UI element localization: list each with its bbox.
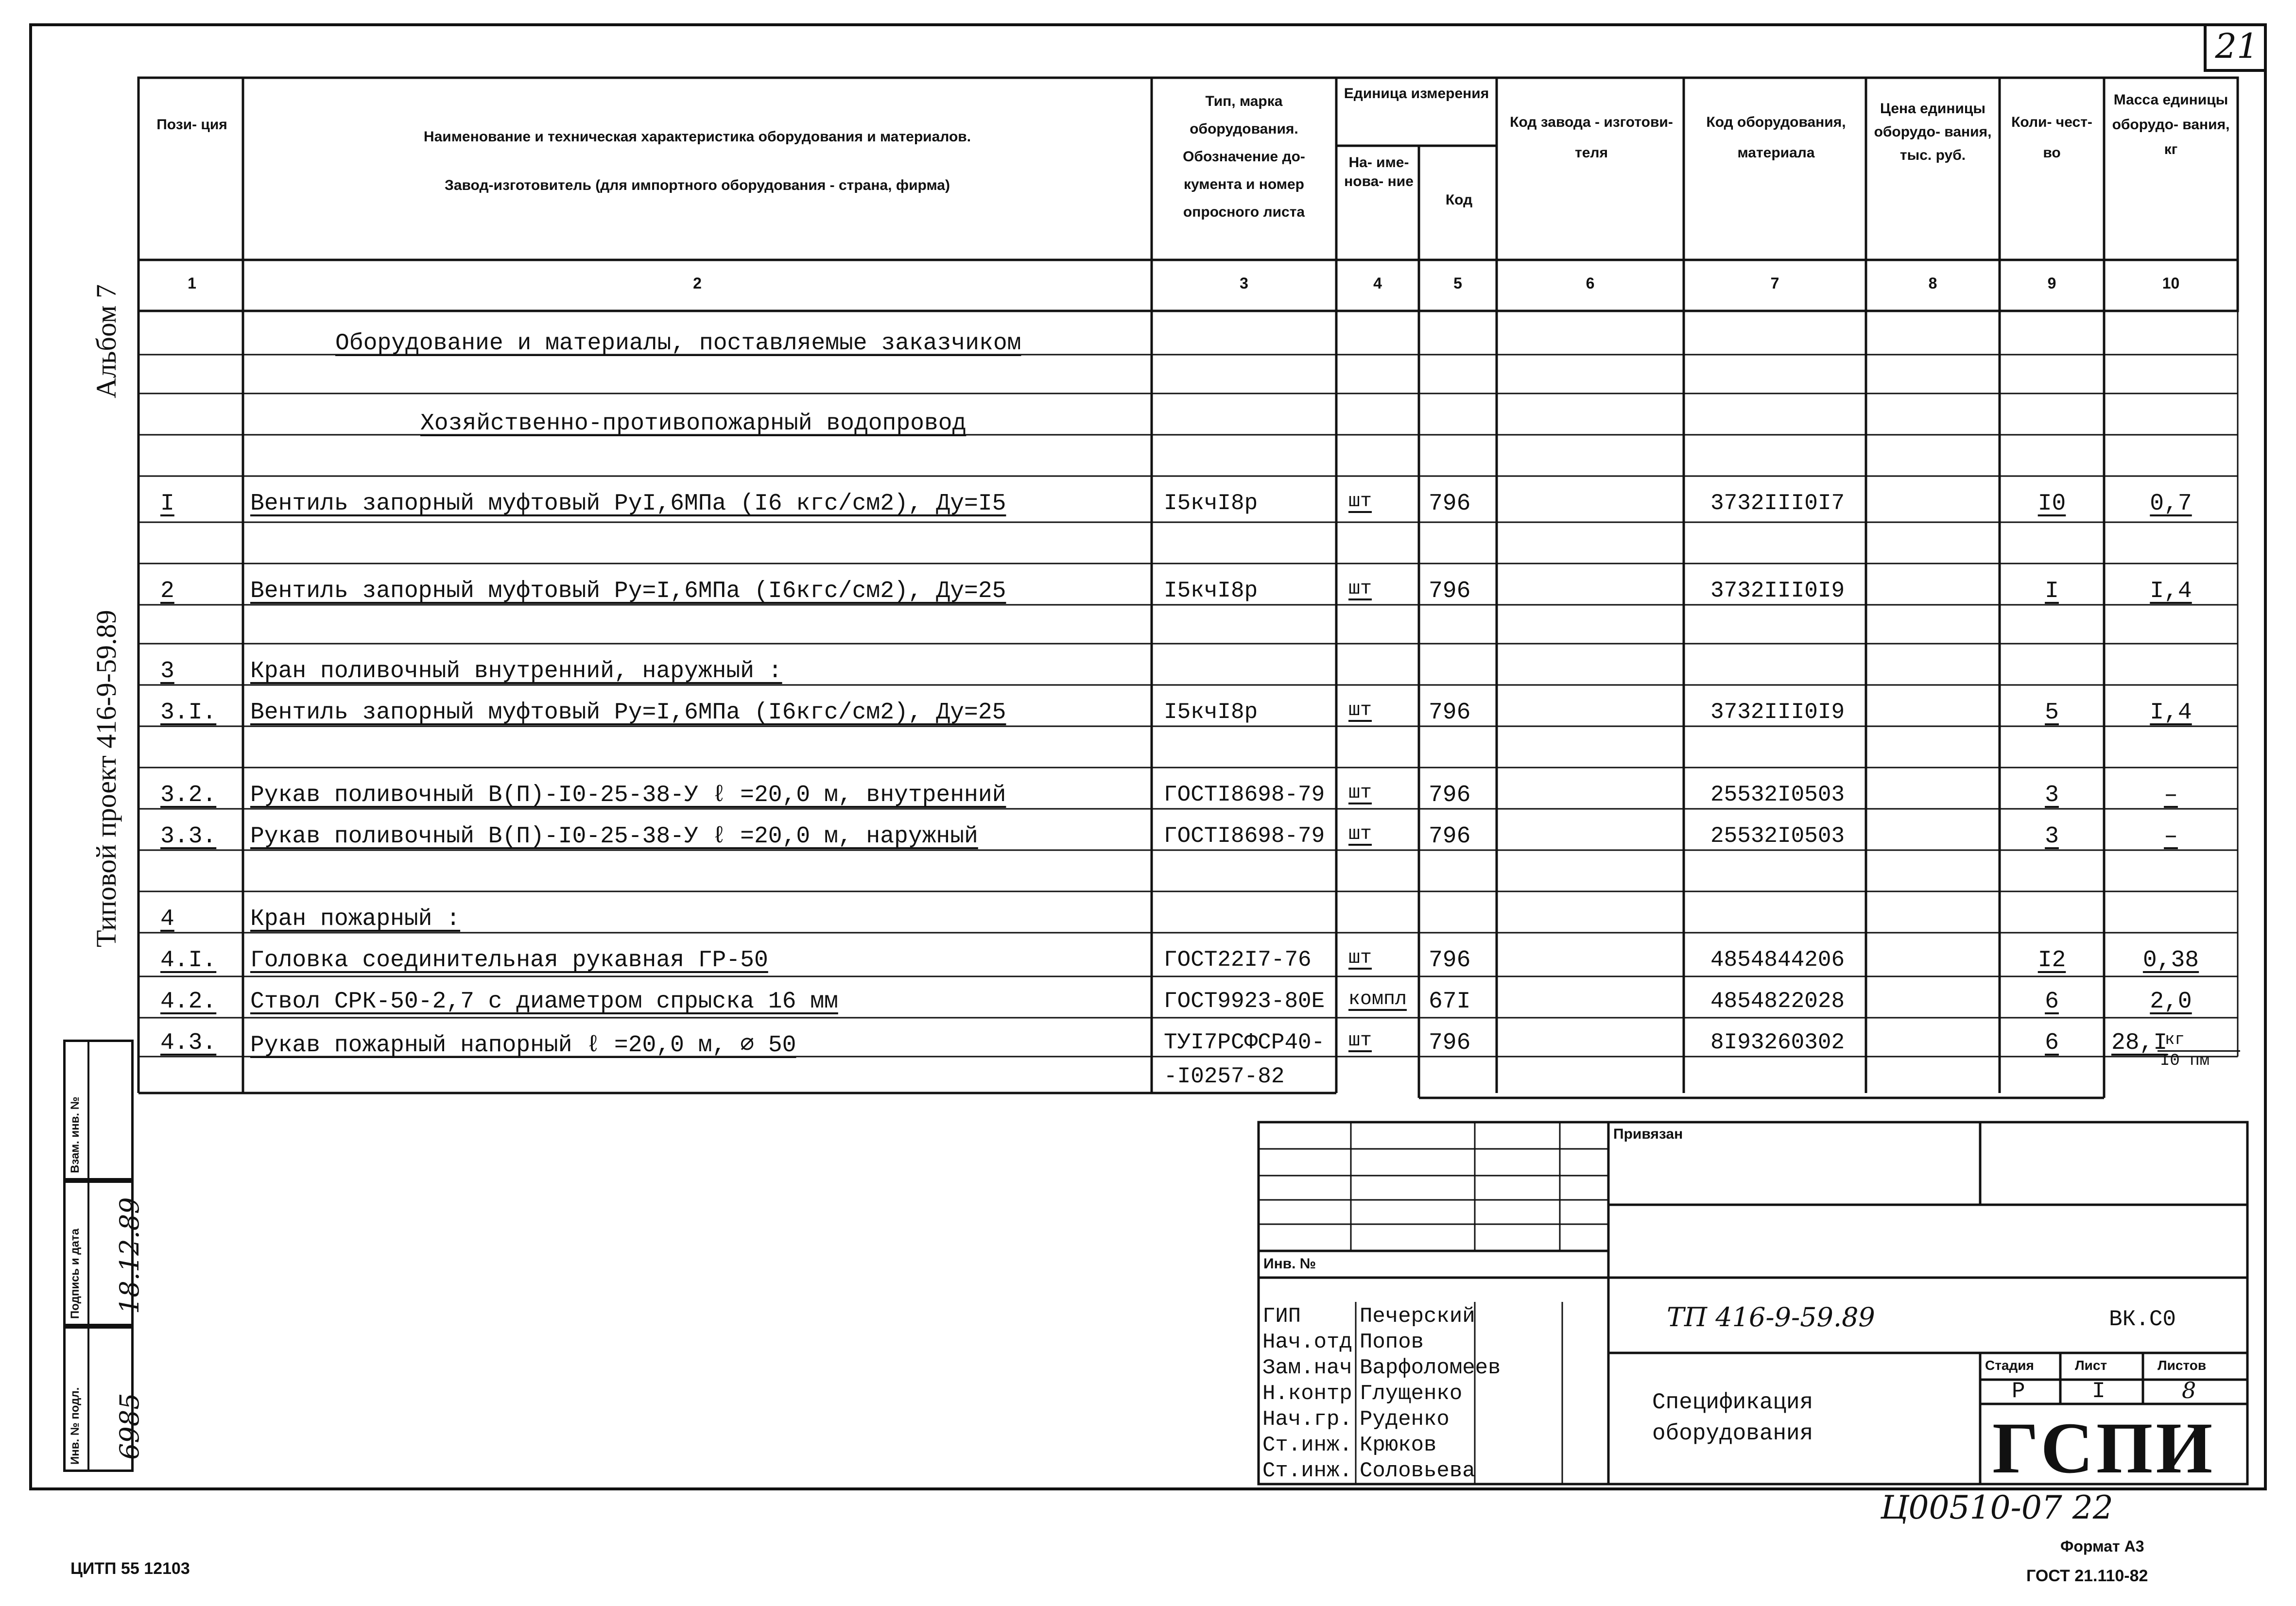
signature-role: Нач.отд — [1262, 1330, 1352, 1354]
row-name: Рукав поливочный В(П)-I0-25-38-У ℓ =20,0 м, внутренний — [250, 782, 1006, 808]
header-manufacturer-code: Код завода - изготови- теля — [1510, 114, 1673, 161]
row-pos: I — [160, 491, 174, 517]
row-qty: 6 — [2045, 1030, 2059, 1056]
row-unit: шт — [1348, 1030, 1372, 1052]
row-unit: компл — [1348, 989, 1407, 1010]
stamp-label: Подпись и дата — [69, 1229, 82, 1319]
mass-unit-top: кг — [2165, 1031, 2185, 1049]
stage-label: Стадия — [1985, 1358, 2034, 1373]
signature-role: ГИП — [1262, 1304, 1301, 1329]
signature-role: Ст.инж. — [1262, 1459, 1352, 1483]
row-equip: 3732III0I7 — [1710, 491, 1845, 516]
organization-logo: ГСПИ — [1992, 1408, 2216, 1488]
signature-role: Ст.инж. — [1262, 1433, 1352, 1457]
row-name: Ствол СРК-50-2,7 с диаметром спрыска 16 мм — [250, 989, 838, 1015]
header-type: Тип, марка оборудования. Обозначение до- кумента и номер опросного листа — [1183, 93, 1305, 220]
row-code: 796 — [1429, 578, 1471, 604]
row-type: -I0257-82 — [1164, 1064, 1285, 1089]
signature-role: Зам.нач — [1262, 1356, 1352, 1380]
signature-name: Соловьева — [1360, 1459, 1475, 1483]
row-equip: 3732III0I9 — [1710, 578, 1845, 603]
sheet-number: 21 — [2204, 23, 2267, 72]
row-pos: 3.I. — [160, 700, 217, 726]
row-name: Вентиль запорный муфтовый Ру=I,6МПа (I6кгс/см2), Ду=25 — [250, 578, 1006, 604]
signature-name: Глущенко — [1360, 1382, 1463, 1406]
row-equip: 4854844206 — [1710, 947, 1845, 973]
row-mass: 28,I — [2111, 1030, 2168, 1056]
row-name: Кран поливочный внутренний, наружный : — [250, 658, 782, 684]
row-equip: 4854822028 — [1710, 989, 1845, 1014]
sheet-label: Лист — [2075, 1358, 2107, 1373]
row-qty: 3 — [2045, 823, 2059, 850]
stamp-value: 18.12.89 — [114, 1197, 145, 1314]
footer-left: ЦИТП 55 12103 — [70, 1559, 190, 1578]
row-code: 796 — [1429, 782, 1471, 808]
row-type: ГОСТI8698-79 — [1164, 823, 1325, 849]
row-unit: шт — [1348, 578, 1372, 600]
section-title: Оборудование и материалы, поставляемые заказчиком — [335, 330, 1021, 357]
row-mass: 2,0 — [2150, 989, 2192, 1015]
row-unit: шт — [1348, 700, 1372, 721]
stage-value: Р — [2012, 1379, 2025, 1404]
row-equip: 8I93260302 — [1710, 1030, 1845, 1055]
row-qty: I — [2045, 578, 2059, 604]
row-type: I5кчI8р — [1164, 578, 1258, 603]
col-number: 1 — [188, 274, 196, 292]
row-unit: шт — [1348, 947, 1372, 969]
sheets-label: Листов — [2158, 1358, 2207, 1373]
signature-role: Нач.гр. — [1262, 1407, 1352, 1432]
subsection-title: Хозяйственно-противопожарный водопровод — [420, 410, 967, 437]
row-mass: 0,38 — [2142, 947, 2199, 974]
row-qty: 5 — [2045, 700, 2059, 726]
doc-code: ТП 416-9-59.89 — [1667, 1302, 1875, 1333]
signature-name: Печерский — [1360, 1304, 1475, 1329]
row-code: 796 — [1429, 947, 1471, 974]
row-code: 796 — [1429, 700, 1471, 726]
header-name-line2: Завод-изготовитель (для импортного оборудования - страна, фирма) — [445, 177, 950, 193]
row-name: Вентиль запорный муфтовый РуI,6МПа (I6 кгс/см2), Ду=I5 — [250, 491, 1006, 517]
row-pos: 3.2. — [160, 782, 217, 808]
signature-name: Крюков — [1360, 1433, 1437, 1457]
signature-name: Руденко — [1360, 1407, 1450, 1432]
header-quantity: Коли- чест- во — [2011, 114, 2092, 161]
header-price: Цена единицы оборудо- вания, тыс. руб. — [1874, 101, 1992, 163]
row-pos: 2 — [160, 578, 174, 604]
row-name: Кран пожарный : — [250, 906, 461, 932]
header-position: Пози- ция — [156, 117, 227, 133]
row-type: ТУI7РСФСР40- — [1164, 1030, 1325, 1055]
album-vertical: Альбом 7 — [90, 284, 122, 398]
row-mass: – — [2164, 782, 2178, 808]
project-title-vertical: Типовой проект 416-9-59.89 — [90, 610, 122, 947]
privyazan-label: Привязан — [1613, 1126, 1683, 1142]
col-number: 8 — [1928, 274, 1937, 292]
archive-number: Ц00510-07 22 — [1881, 1489, 2113, 1526]
header-unit-name: На- име- нова- ние — [1344, 154, 1414, 189]
sheets-value: 8 — [2182, 1377, 2196, 1403]
col-number: 9 — [2047, 274, 2056, 292]
col-number: 4 — [1373, 274, 1382, 292]
signature-role: Н.контр — [1262, 1382, 1352, 1406]
stamp-label: Взам. инв. № — [69, 1096, 82, 1173]
row-type: ГОСТ22I7-76 — [1164, 947, 1312, 973]
row-name: Вентиль запорный муфтовый Ру=I,6МПа (I6кгс/см2), Ду=25 — [250, 700, 1006, 726]
sheet-value: I — [2092, 1379, 2106, 1404]
row-equip: 3732III0I9 — [1710, 700, 1845, 725]
header-name-line1: Наименование и техническая характеристика оборудования и материалов. — [423, 129, 971, 145]
row-qty: I0 — [2037, 491, 2066, 517]
row-name: Головка соединительная рукавная ГР-50 — [250, 947, 768, 974]
row-pos: 4.2. — [160, 989, 217, 1015]
row-mass: I,4 — [2150, 700, 2192, 726]
col-number: 6 — [1586, 274, 1595, 292]
row-name: Рукав поливочный В(П)-I0-25-38-У ℓ =20,0 м, наружный — [250, 823, 978, 850]
col-number: 7 — [1770, 274, 1779, 292]
row-type: ГОСТ9923-80Е — [1164, 989, 1325, 1014]
header-mass: Масса единицы оборудо- вания, кг — [2112, 92, 2230, 157]
row-mass: I,4 — [2150, 578, 2192, 604]
row-pos: 4.I. — [160, 947, 217, 974]
row-pos: 3.3. — [160, 823, 217, 850]
doc-mark: ВК.С0 — [2109, 1307, 2176, 1332]
col-number: 3 — [1240, 274, 1248, 292]
header-unit: Единица измерения — [1344, 85, 1489, 102]
row-name: Рукав пожарный напорный ℓ =20,0 м, ∅ 50 — [250, 1032, 796, 1059]
mass-unit-bottom: I0 пм — [2160, 1052, 2210, 1070]
row-pos: 4.3. — [160, 1030, 217, 1056]
signature-name: Варфоломеев — [1360, 1356, 1501, 1380]
row-unit: шт — [1348, 782, 1372, 804]
col-number: 2 — [693, 274, 702, 292]
col-number: 10 — [2162, 274, 2180, 292]
row-pos: 4 — [160, 906, 174, 932]
row-type: I5кчI8р — [1164, 700, 1258, 725]
row-code: 796 — [1429, 491, 1471, 517]
stamp-value: 6985 — [114, 1393, 145, 1460]
row-qty: 3 — [2045, 782, 2059, 808]
row-pos: 3 — [160, 658, 174, 684]
stamp-label: Инв. № подл. — [69, 1387, 82, 1465]
row-unit: шт — [1348, 823, 1372, 845]
row-code: 796 — [1429, 1030, 1471, 1056]
row-equip: 25532I0503 — [1710, 823, 1845, 849]
row-mass: – — [2164, 823, 2178, 850]
signature-name: Попов — [1360, 1330, 1424, 1354]
row-qty: I2 — [2037, 947, 2066, 974]
row-mass: 0,7 — [2150, 491, 2192, 517]
col-number: 5 — [1453, 274, 1462, 292]
row-equip: 25532I0503 — [1710, 782, 1845, 807]
header-unit-code: Код — [1445, 192, 1473, 208]
row-type: ГОСТI8698-79 — [1164, 782, 1325, 807]
row-type: I5кчI8р — [1164, 491, 1258, 516]
row-unit: шт — [1348, 491, 1372, 513]
inv-no-label: Инв. № — [1263, 1256, 1316, 1272]
format-label: Формат А3 — [2060, 1538, 2144, 1555]
row-code: 67I — [1429, 989, 1471, 1015]
row-code: 796 — [1429, 823, 1471, 850]
header-equipment-code: Код оборудования, материала — [1706, 114, 1846, 161]
doc-title: Спецификация оборудования — [1652, 1390, 1813, 1447]
gost-label: ГОСТ 21.110-82 — [2026, 1567, 2148, 1585]
row-qty: 6 — [2045, 989, 2059, 1015]
